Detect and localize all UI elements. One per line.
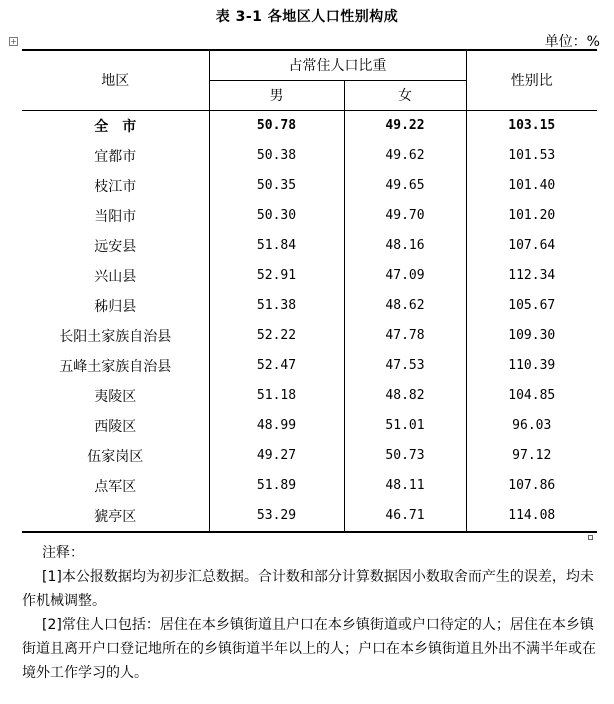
cell-sex-ratio: 110.39 [466,351,597,381]
cell-sex-ratio: 104.85 [466,381,597,411]
table-row [22,351,597,381]
cell-sex-ratio: 101.20 [466,201,597,231]
cell-female: 47.78 [344,321,466,351]
table-body [22,110,597,532]
header-female: 女 [344,80,466,110]
cell-female: 49.22 [344,110,466,141]
cell-male: 48.99 [209,411,344,441]
note-2: [2]常住人口包括：居住在本乡镇街道且户口在本乡镇街道或户口待定的人；居住在本乡镇街道且离开户口登记地所在的乡镇街道半年以上的人；户口在本乡镇街道且外出不满半年或在境外工作学习的人。 [22,617,596,681]
cell-female: 48.82 [344,381,466,411]
cell-male: 50.30 [209,201,344,231]
cell-region: 远安县 [22,231,209,261]
cell-sex-ratio: 112.34 [466,261,597,291]
cell-sex-ratio: 107.86 [466,471,597,501]
cell-male: 52.91 [209,261,344,291]
cell-region: 五峰土家族自治县 [22,351,209,381]
cell-region: 兴山县 [22,261,209,291]
table-row [22,231,597,261]
cell-region: 秭归县 [22,291,209,321]
cell-male: 52.47 [209,351,344,381]
cell-sex-ratio: 114.08 [466,501,597,532]
cell-sex-ratio: 101.53 [466,141,597,171]
cell-female: 48.11 [344,471,466,501]
table-move-handle-icon[interactable]: + [10,37,17,46]
cell-sex-ratio: 105.67 [466,291,597,321]
table-row [22,201,597,231]
table-row [22,321,597,351]
cell-male: 50.78 [209,110,344,141]
cell-female: 48.16 [344,231,466,261]
header-population-share: 占常住人口比重 [209,50,466,80]
cell-male: 53.29 [209,501,344,532]
table-row [22,441,597,471]
cell-female: 50.73 [344,441,466,471]
cell-male: 49.27 [209,441,344,471]
cell-region: 长阳土家族自治县 [22,321,209,351]
cell-region: 点军区 [22,471,209,501]
table-title: 表 3-1 各地区人口性别构成 [215,9,399,25]
header-region: 地区 [22,50,209,110]
cell-male: 51.84 [209,231,344,261]
cell-male: 51.18 [209,381,344,411]
cell-region: 伍家岗区 [22,441,209,471]
cell-sex-ratio: 109.30 [466,321,597,351]
cell-female: 48.62 [344,291,466,321]
cell-region: 夷陵区 [22,381,209,411]
cell-sex-ratio: 107.64 [466,231,597,261]
cell-female: 47.53 [344,351,466,381]
table-resize-handle[interactable] [588,535,593,540]
table-row [22,471,597,501]
cell-sex-ratio: 97.12 [466,441,597,471]
cell-female: 47.09 [344,261,466,291]
cell-female: 46.71 [344,501,466,532]
header-male: 男 [209,80,344,110]
cell-female: 49.62 [344,141,466,171]
cell-male: 50.38 [209,141,344,171]
cell-male: 51.38 [209,291,344,321]
cell-male: 52.22 [209,321,344,351]
cell-female: 51.01 [344,411,466,441]
table-row [22,381,597,411]
notes-heading: 注释： [42,545,84,561]
cell-region: 枝江市 [22,171,209,201]
cell-female: 49.65 [344,171,466,201]
header-sex-ratio: 性别比 [466,50,597,110]
table-row [22,501,597,532]
table-row-total [22,110,597,141]
cell-sex-ratio: 101.40 [466,171,597,201]
table-row [22,141,597,171]
cell-male: 50.35 [209,171,344,201]
table-row [22,261,597,291]
notes-section [22,541,600,685]
cell-sex-ratio: 96.03 [466,411,597,441]
table-row [22,171,597,201]
table-row [22,291,597,321]
note-1: [1]本公报数据均为初步汇总数据。合计数和部分计算数据因小数取舍而产生的误差，均未作机械调整。 [22,569,594,609]
table-row [22,411,597,441]
sex-composition-table [22,49,597,533]
cell-region: 西陵区 [22,411,209,441]
cell-region: 全 市 [22,110,209,141]
cell-region: 宜都市 [22,141,209,171]
unit-label: 单位：% [544,34,600,50]
cell-female: 49.70 [344,201,466,231]
cell-region: 当阳市 [22,201,209,231]
cell-male: 51.89 [209,471,344,501]
cell-sex-ratio: 103.15 [466,110,597,141]
cell-region: 猇亭区 [22,501,209,532]
